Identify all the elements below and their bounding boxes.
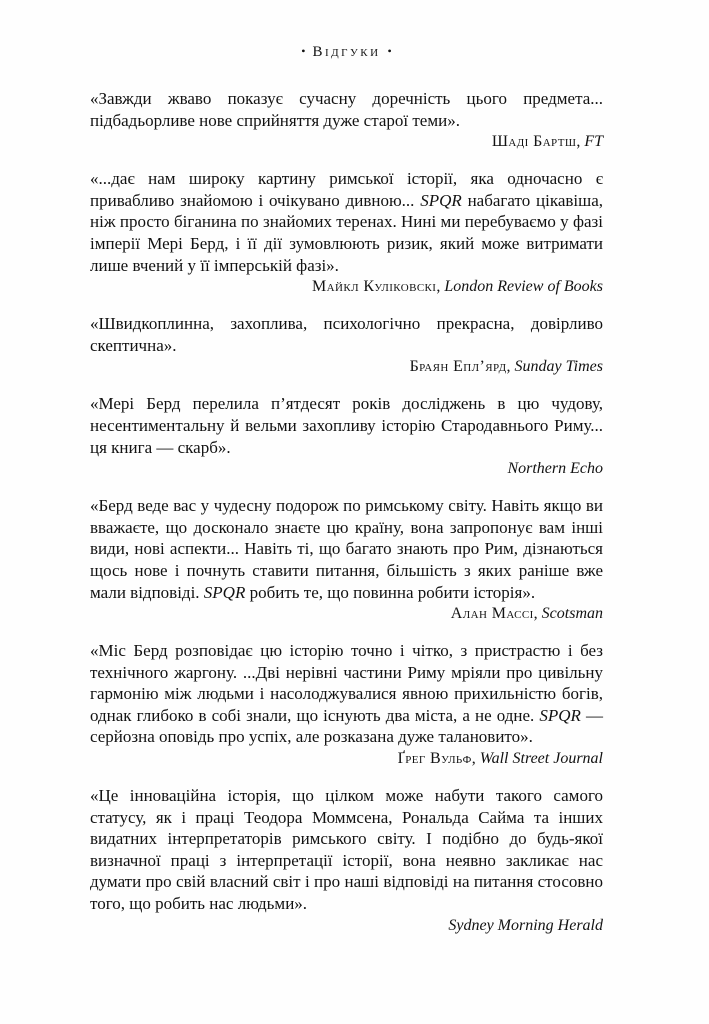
review-attribution	[90, 915, 603, 937]
review-source: Sunday Times	[514, 358, 603, 376]
review-item	[90, 313, 603, 378]
review-source: London Review of Books	[444, 278, 603, 296]
review-item	[90, 640, 603, 770]
header-bullet-left-icon: •	[301, 44, 306, 58]
review-item	[90, 168, 603, 298]
review-source: Sydney Morning Herald	[448, 916, 603, 934]
attribution-separator: ,	[506, 358, 515, 376]
reviews-list	[90, 88, 603, 937]
review-source: Northern Echo	[507, 460, 603, 478]
attribution-separator: ,	[471, 750, 480, 768]
attribution-separator: ,	[533, 605, 542, 623]
review-source: Wall Street Journal	[479, 750, 603, 768]
page-header	[90, 44, 603, 61]
review-attribution	[90, 458, 603, 480]
review-quote: «Це інноваційна історія, що цілком може набути такого самого статусу, як і праці Теодора Моммсена, Рональда Сайма та інших видатних інтерпретаторів римського світу. І подібно до будь-якої визначної праці з інтерпретації історії, вона неявно закликає нас думати про свій власний світ і про наші відповіді на питання стосовно того, що робить нас людьми».	[90, 786, 603, 914]
review-author: Шаді Бартш	[491, 133, 577, 151]
review-attribution	[90, 356, 603, 378]
attribution-separator: ,	[576, 133, 585, 151]
header-bullet-right-icon: •	[387, 44, 392, 58]
review-attribution	[90, 603, 603, 625]
review-quote: «Мері Берд перелила п’ятдесят років досліджень в цю чудову, несентиментальну й вельми захопливу історію Стародавнього Риму... ця книга — скарб».	[90, 394, 603, 457]
attribution-separator: ,	[436, 278, 445, 296]
review-item	[90, 393, 603, 480]
review-author: Браян Епл’ярд	[409, 358, 507, 376]
review-source: FT	[584, 133, 603, 151]
review-quote: «Швидкоплинна, захоплива, психологічно прекрасна, довірливо скептична».	[90, 314, 603, 355]
review-source: Scotsman	[541, 605, 603, 623]
review-quote: «...дає нам широку картину римської історії, яка одночасно є привабливо знайомою і очікувано дивною... SPQR набагато цікавіша, ніж просто біганина по знайомих теренах. Нині ми перебуваємо у фазі імперії Мері Берд, і її дії зумовлюють ризик, який може витримати лише вчений у її імперській фазі».	[90, 169, 603, 275]
review-item	[90, 88, 603, 153]
review-quote: «Берд веде вас у чудесну подорож по римському світу. Навіть якщо ви вважаєте, що досконало знаєте цю країну, вона запропонує вам інші види, нові аспекти... Навіть ті, що багато знають про Рим, дізнаються щось нове і почнуть ставити питання, більшість з яких раніше вже мали відповіді. SPQR робить те, що повинна робити історія».	[90, 496, 603, 602]
review-quote: «Завжди жваво показує сучасну доречність цього предмета... підбадьорливе нове сприйняття дуже старої теми».	[90, 89, 603, 130]
review-quote: «Міс Берд розповідає цю історію точно і чітко, з пристрастю і без технічного жаргону. ...Дві нерівні частини Риму мріяли про цивільну гармонію між людьми і насолоджувалися явною прихильністю богів, однак глибоко в собі знали, що існують два міста, а не одне. SPQR — серйозна оповідь про успіх, але розказана дуже талановито».	[90, 641, 604, 747]
review-attribution	[90, 748, 603, 770]
review-attribution	[90, 276, 603, 298]
page-title: Відгуки	[312, 44, 381, 60]
review-item	[90, 785, 603, 937]
review-author: Алан Массі	[450, 605, 534, 623]
review-item	[90, 495, 603, 625]
review-author: Майкл Куліковскі	[312, 278, 437, 296]
review-author: Ґрег Вульф	[397, 750, 472, 768]
review-attribution	[90, 131, 603, 153]
